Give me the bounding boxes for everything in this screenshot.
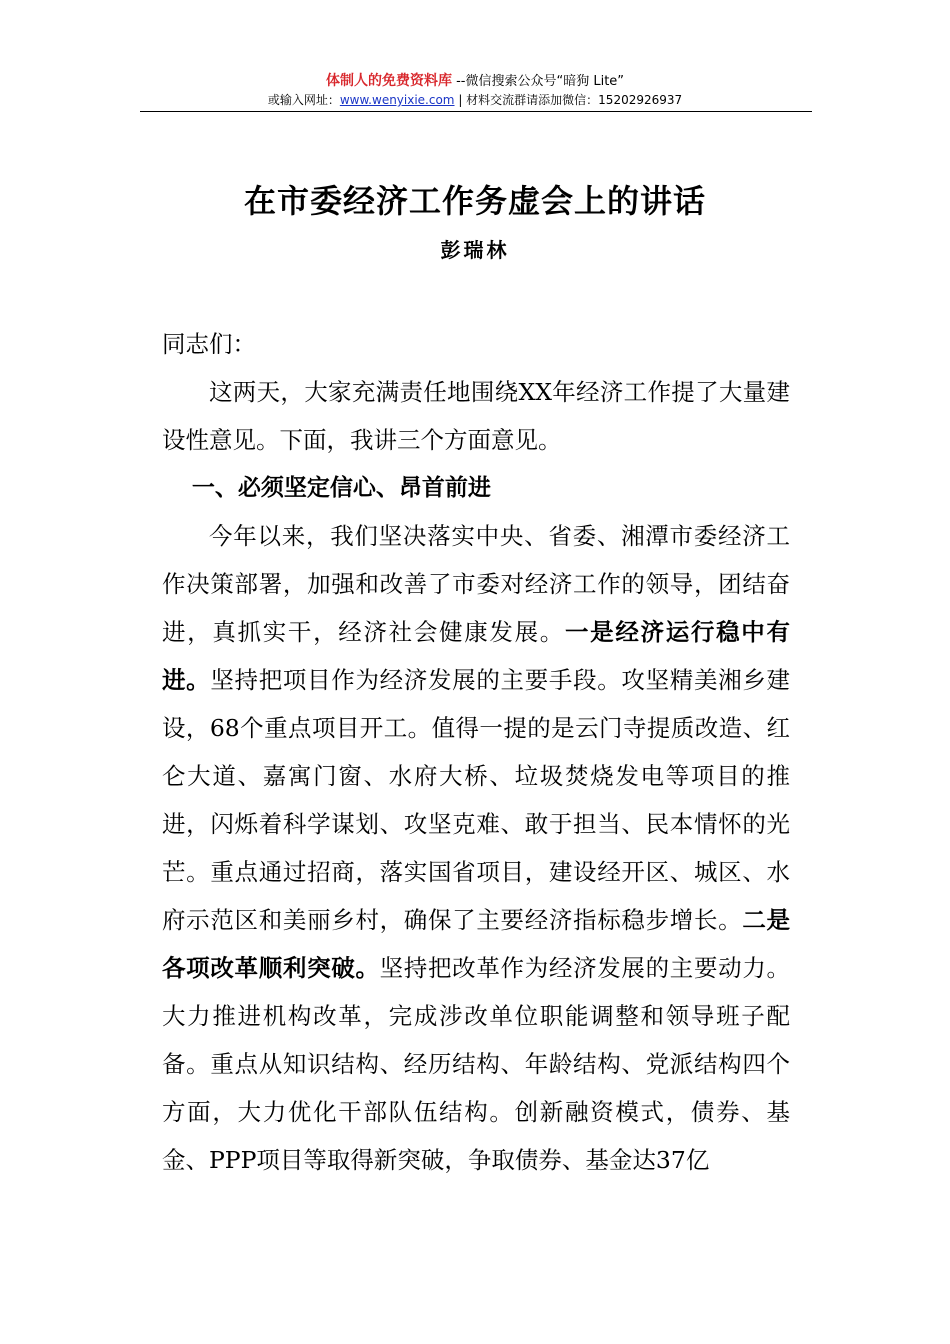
intro-paragraph: 这两天，大家充满责任地围绕XX年经济工作提了大量建设性意见。下面，我讲三个方面意见。 [162, 378, 790, 454]
paragraph-text: 今年以来，我们坚决落实中央、省委、湘潭市委经济工作决策部署，加强和改善了市委对经济工作的领导，团结奋进，真抓实干，经济社会健康发展。 [162, 522, 790, 646]
bold-point-2: 二是各项改革顺利突破。 [162, 906, 791, 982]
paragraph-text: 坚持把改革作为经济发展的主要动力。大力推进机构改革，完成涉改单位职能调整和领导班子配备。重点从知识结构、经历结构、年龄结构、党派结构四个方面，大力优化干部队伍结构。创新融资模式，债券、基金、PPP项目等取得新突破，争取债券、基金达37亿 [162, 954, 791, 1174]
document-body [162, 320, 790, 1184]
header-promo-line [0, 70, 950, 90]
header-contact-line [0, 91, 950, 108]
header-wechat-note: --微信搜索公众号“暗狗 Lite” [456, 74, 625, 89]
paragraph-text: 坚持把项目作为经济发展的主要手段。攻坚精美湘乡建设，68个重点项目开工。值得一提的是云门寺提质改造、红仑大道、嘉寓门窗、水府大桥、垃圾焚烧发电等项目的推进，闪烁着科学谋划、攻坚克难、敢于担当、民本情怀的光芒。重点通过招商，落实国省项目，建设经开区、城区、水府示范区和美丽乡村，确保了主要经济指标稳步增长。 [162, 666, 791, 934]
salutation: 同志们： [162, 330, 256, 358]
document-title: 在市委经济工作务虚会上的讲话 [243, 182, 706, 220]
section-heading-1: 一、必须坚定信心、昂首前进 [191, 475, 491, 501]
document-author: 彭瑞林 [440, 238, 510, 262]
bold-point-1: 一是经济运行稳中有进。 [162, 618, 790, 694]
body-paragraph-1 [162, 512, 790, 1184]
header-divider [140, 111, 812, 112]
header-url-link[interactable]: www.wenyixie.com [339, 93, 455, 107]
header-url-prefix: 或输入网址： [267, 93, 340, 107]
header-contact: | 材料交流群请添加微信：15202926937 [454, 93, 683, 107]
header-brand: 体制人的免费资料库 [325, 73, 452, 89]
